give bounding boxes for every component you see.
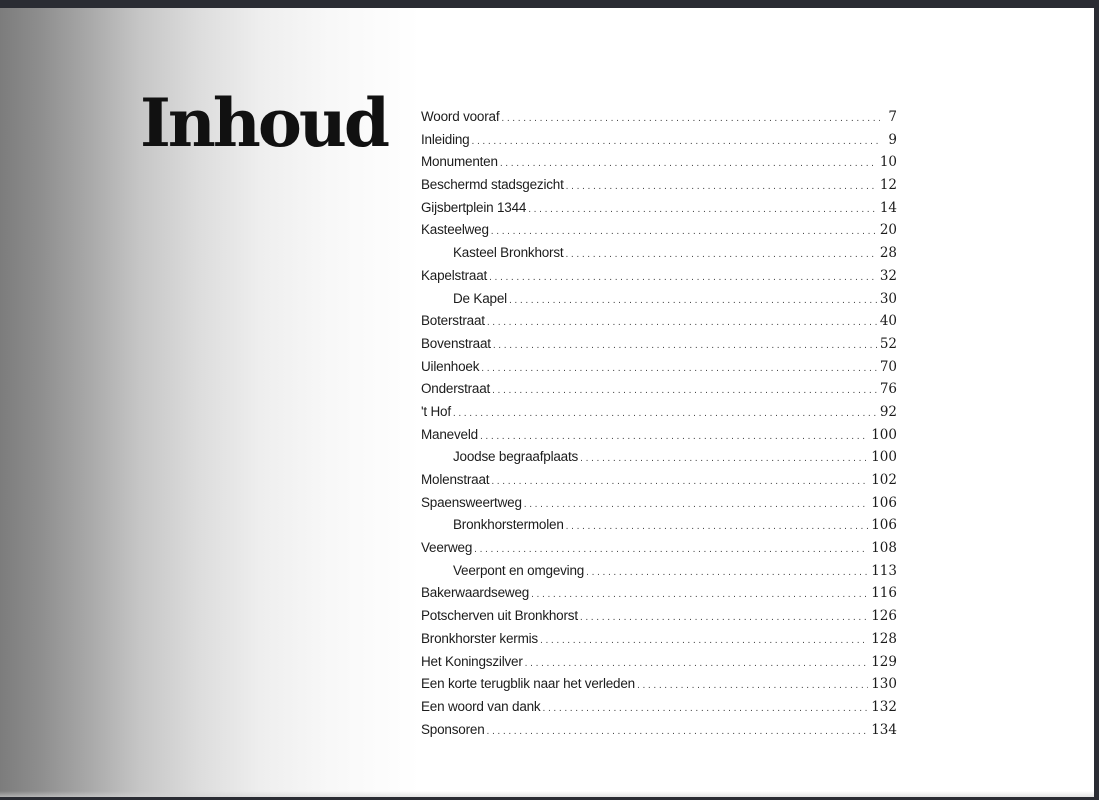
toc-entry (421, 154, 897, 177)
toc-page-number: 20 (879, 222, 897, 239)
toc-entry (421, 540, 897, 563)
toc-page-number: 10 (879, 154, 897, 171)
toc-page-number: 134 (871, 721, 897, 738)
toc-page-number: 132 (871, 698, 897, 715)
toc-page-number: 108 (871, 540, 897, 557)
dot-leader (637, 681, 868, 691)
toc-entry-label: Potscherven uit Bronkhorst (421, 608, 578, 624)
table-of-contents (421, 109, 897, 744)
book-page (0, 8, 1094, 797)
dot-leader (453, 409, 877, 419)
toc-subentry (421, 449, 897, 472)
dot-leader (586, 568, 868, 578)
toc-entry-label: Het Koningszilver (421, 653, 523, 669)
dot-leader (480, 432, 868, 442)
toc-entry (421, 200, 897, 223)
toc-entry (421, 631, 897, 654)
toc-entry (421, 109, 897, 132)
toc-entry (421, 336, 897, 359)
toc-entry-label: Een korte terugblik naar het verleden (421, 676, 635, 692)
toc-entry-label: 't Hof (421, 403, 451, 419)
toc-entry-label: Beschermd stadsgezicht (421, 177, 564, 193)
dot-leader (509, 296, 877, 306)
toc-page-number: 129 (871, 653, 897, 670)
dot-leader (493, 341, 877, 351)
toc-entry-label: Veerweg (421, 540, 473, 556)
dot-leader (528, 205, 877, 215)
toc-page-number: 30 (879, 290, 897, 307)
toc-subentry (421, 245, 897, 268)
dot-leader (525, 659, 869, 669)
toc-entry (421, 404, 897, 427)
toc-page-number: 106 (871, 517, 897, 534)
toc-entry-label: Kapelstraat (421, 267, 488, 283)
toc-entry (421, 359, 897, 382)
toc-entry (421, 654, 897, 677)
page-title: Inhoud (140, 84, 387, 162)
dot-leader (540, 636, 868, 646)
toc-entry-label: Inleiding (421, 131, 470, 147)
toc-entry-label: Sponsoren (421, 721, 485, 737)
dot-leader (492, 386, 877, 396)
toc-page-number: 52 (879, 335, 897, 352)
dot-leader (500, 159, 877, 169)
toc-page-number: 126 (871, 608, 897, 625)
dot-leader (491, 477, 868, 487)
toc-entry-label: Onderstraat (421, 381, 491, 397)
toc-entry (421, 268, 897, 291)
toc-page-number: 92 (879, 403, 897, 420)
toc-entry-label: Bovenstraat (421, 335, 491, 351)
toc-page-number: 40 (879, 313, 897, 330)
toc-page-number: 12 (879, 177, 897, 194)
toc-entry-label: Een woord van dank (421, 698, 541, 714)
toc-entry (421, 676, 897, 699)
toc-page-number: 9 (888, 131, 897, 148)
toc-entry (421, 427, 897, 450)
toc-page-number: 128 (871, 630, 897, 647)
toc-page-number: 100 (871, 449, 897, 466)
toc-entry (421, 177, 897, 200)
toc-page-number: 28 (879, 245, 897, 262)
toc-page-number: 32 (879, 267, 897, 284)
toc-entry (421, 313, 897, 336)
toc-page-number: 70 (879, 358, 897, 375)
toc-page-number: 113 (871, 562, 897, 579)
toc-entry-label: Joodse begraafplaats (453, 449, 579, 465)
toc-entry (421, 722, 897, 745)
toc-subentry (421, 517, 897, 540)
dot-leader (487, 318, 877, 328)
scan-edge (1094, 0, 1099, 800)
dot-leader (531, 590, 868, 600)
toc-entry (421, 608, 897, 631)
dot-leader (566, 182, 877, 192)
dot-leader (491, 227, 877, 237)
toc-page-number: 106 (871, 494, 897, 511)
toc-page-number: 76 (879, 381, 897, 398)
dot-leader (524, 500, 868, 510)
toc-page-number: 14 (879, 199, 897, 216)
dot-leader (474, 545, 868, 555)
dot-leader (487, 727, 869, 737)
toc-entry (421, 381, 897, 404)
toc-page-number: 116 (871, 585, 897, 602)
toc-entry (421, 132, 897, 155)
dot-leader (481, 364, 877, 374)
toc-entry-label: Maneveld (421, 426, 478, 442)
toc-entry-label: Kasteelweg (421, 222, 489, 238)
toc-page-number: 100 (871, 426, 897, 443)
toc-subentry (421, 563, 897, 586)
toc-entry (421, 472, 897, 495)
dot-leader (565, 250, 876, 260)
toc-subentry (421, 291, 897, 314)
dot-leader (580, 454, 868, 464)
toc-entry-label: Bronkhorster kermis (421, 630, 538, 646)
dot-leader (472, 137, 881, 147)
toc-entry (421, 585, 897, 608)
toc-page-number: 130 (871, 676, 897, 693)
dot-leader (566, 522, 869, 532)
dot-leader (489, 273, 877, 283)
toc-entry-label: Spaensweertweg (421, 494, 522, 510)
toc-entry-label: Kasteel Bronkhorst (453, 245, 564, 261)
toc-entry-label: Gijsbertplein 1344 (421, 199, 527, 215)
toc-entry-label: Molenstraat (421, 472, 490, 487)
toc-entry-label: Monumenten (421, 154, 498, 170)
toc-entry (421, 222, 897, 245)
toc-entry-label: Woord vooraf (421, 109, 500, 124)
toc-entry-label: Bronkhorstermolen (453, 517, 564, 533)
toc-entry-label: De Kapel (453, 290, 507, 306)
dot-leader (580, 613, 868, 623)
toc-entry (421, 699, 897, 722)
toc-entry-label: Uilenhoek (421, 358, 480, 374)
toc-entry-label: Boterstraat (421, 313, 485, 329)
toc-entry-label: Bakerwaardseweg (421, 585, 530, 601)
toc-page-number: 102 (871, 472, 897, 488)
toc-entry (421, 495, 897, 518)
toc-page-number: 7 (888, 109, 897, 125)
dot-leader (501, 114, 880, 124)
toc-entry-label: Veerpont en omgeving (453, 562, 585, 578)
dot-leader (542, 704, 868, 714)
